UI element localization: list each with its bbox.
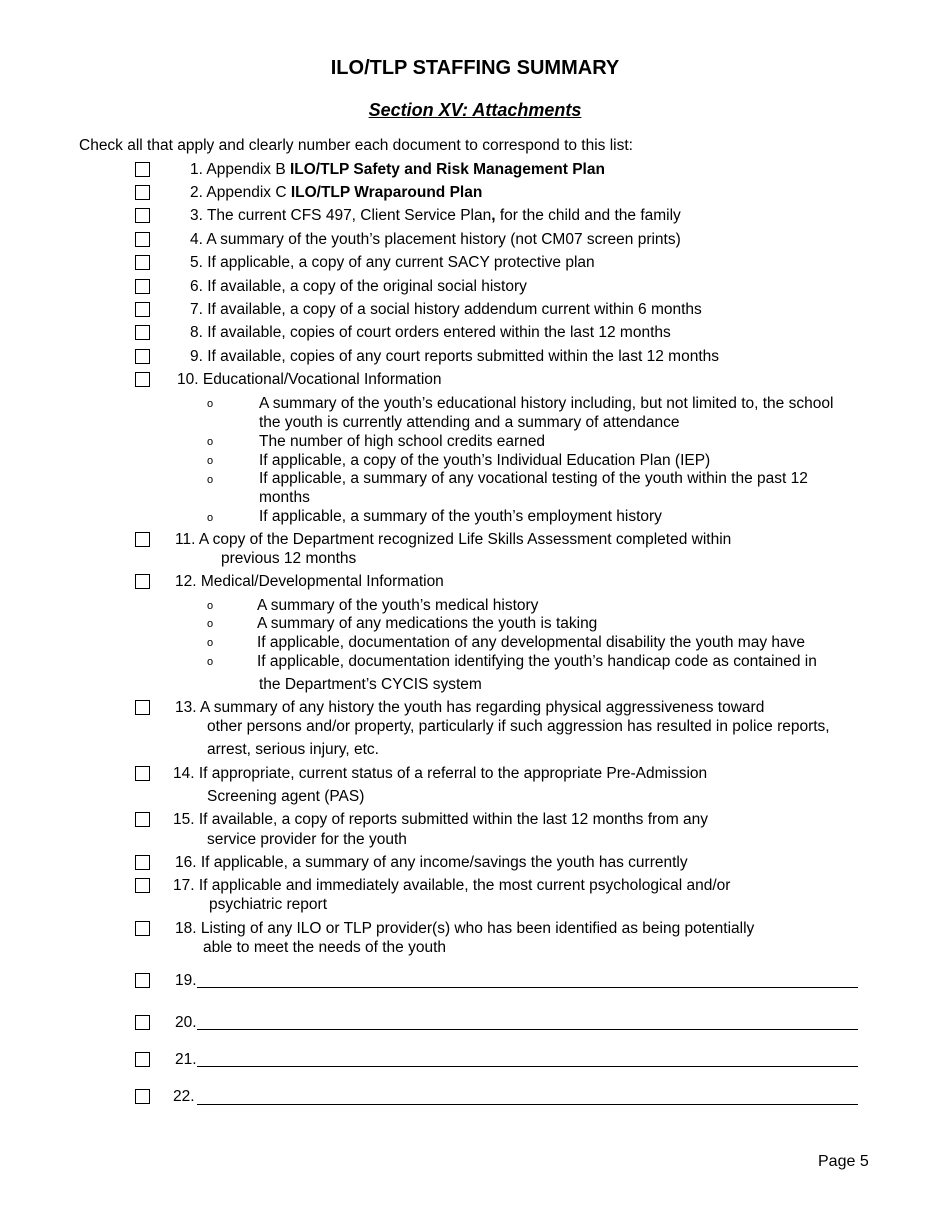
item-12-sub-4-line-1: If applicable, documentation identifying the youth’s handicap code as contained in	[257, 653, 817, 670]
item-1-text	[190, 160, 605, 179]
item-21-label: 21.	[175, 1051, 197, 1068]
instructions: Check all that apply and clearly number each document to correspond to this list:	[79, 137, 633, 154]
page-title: ILO/TLP STAFFING SUMMARY	[330, 57, 620, 79]
bullet-10-5: o	[207, 512, 214, 524]
checkbox-item-3[interactable]	[135, 208, 150, 223]
item-2-text	[190, 183, 482, 202]
checkbox-item-2[interactable]	[135, 185, 150, 200]
bullet-12-2: o	[207, 618, 214, 630]
item-1-prefix: 1. Appendix B	[190, 161, 290, 178]
item-18-line-2: able to meet the needs of the youth	[203, 939, 447, 956]
checkbox-item-5[interactable]	[135, 255, 150, 270]
item-18-line-1: 18. Listing of any ILO or TLP provider(s) who has been identified as being potentially	[175, 920, 755, 937]
bullet-12-3: o	[207, 637, 214, 649]
item-8-text: 8. If available, copies of court orders entered within the last 12 months	[190, 324, 671, 341]
item-17-line-1: 17. If applicable and immediately available, the most current psychological and/or	[173, 877, 731, 894]
checkbox-item-9[interactable]	[135, 349, 150, 364]
item-3-pre: 3. The current CFS 497, Client Service Plan	[190, 207, 492, 224]
item-6-text: 6. If available, a copy of the original social history	[190, 278, 527, 295]
item-19-label: 19.	[175, 972, 197, 989]
section-heading: Section XV: Attachments	[368, 100, 582, 120]
checkbox-item-21[interactable]	[135, 1052, 150, 1067]
item-12-sub-3: If applicable, documentation of any developmental disability the youth may have	[257, 634, 806, 651]
bullet-10-1: o	[207, 398, 214, 410]
item-10-sub-4-line-1: If applicable, a summary of any vocational testing of the youth within the past 12	[259, 470, 808, 487]
item-3-post: for the child and the family	[495, 207, 681, 224]
bullet-10-3: o	[207, 455, 214, 467]
checkbox-item-22[interactable]	[135, 1089, 150, 1104]
item-12-sub-1: A summary of the youth’s medical history	[257, 597, 539, 614]
checkbox-item-1[interactable]	[135, 162, 150, 177]
checkbox-item-12[interactable]	[135, 574, 150, 589]
item-15-line-1: 15. If available, a copy of reports submitted within the last 12 months from any	[173, 811, 709, 828]
item-22-fill-line[interactable]	[197, 1104, 858, 1105]
item-10-label: 10. Educational/Vocational Information	[177, 371, 442, 388]
item-11-line-1: 11. A copy of the Department recognized Life Skills Assessment completed within	[175, 531, 732, 548]
checkbox-item-4[interactable]	[135, 232, 150, 247]
item-9-text: 9. If available, copies of any court reports submitted within the last 12 months	[190, 348, 719, 365]
checkbox-item-19[interactable]	[135, 973, 150, 988]
item-2-prefix: 2. Appendix C	[190, 184, 291, 201]
checkbox-item-20[interactable]	[135, 1015, 150, 1030]
checkbox-item-14[interactable]	[135, 766, 150, 781]
item-22-label: 22.	[173, 1088, 195, 1105]
item-19-fill-line[interactable]	[197, 987, 858, 988]
checkbox-item-10[interactable]	[135, 372, 150, 387]
checkbox-item-18[interactable]	[135, 921, 150, 936]
page-number: Page 5	[818, 1153, 869, 1170]
item-13-line-2: other persons and/or property, particularly if such aggression has resulted in police reports,	[207, 718, 830, 735]
item-10-sub-1-line-1: A summary of the youth’s educational history including, but not limited to, the school	[259, 395, 834, 412]
item-12-sub-2: A summary of any medications the youth is taking	[257, 615, 598, 632]
item-17-line-2: psychiatric report	[209, 896, 328, 913]
item-20-label: 20.	[175, 1014, 197, 1031]
item-13-line-1: 13. A summary of any history the youth has regarding physical aggressiveness toward	[175, 699, 765, 716]
item-12-sub-4-line-2: the Department’s CYCIS system	[259, 676, 482, 693]
item-2-bold: ILO/TLP Wraparound Plan	[290, 184, 483, 201]
checkbox-item-6[interactable]	[135, 279, 150, 294]
bullet-10-4: o	[207, 474, 214, 486]
checkbox-item-13[interactable]	[135, 700, 150, 715]
checkbox-item-17[interactable]	[135, 878, 150, 893]
item-4-text: 4. A summary of the youth’s placement history (not CM07 screen prints)	[190, 231, 681, 248]
item-10-sub-5: If applicable, a summary of the youth’s employment history	[259, 508, 662, 525]
item-10-sub-3: If applicable, a copy of the youth’s Individual Education Plan (IEP)	[259, 452, 711, 469]
checkbox-item-15[interactable]	[135, 812, 150, 827]
item-10-sub-4-line-2: months	[259, 489, 310, 506]
item-1-bold: ILO/TLP Safety and Risk Management Plan	[289, 161, 605, 178]
item-11-line-2: previous 12 months	[221, 550, 357, 567]
checkbox-item-7[interactable]	[135, 302, 150, 317]
item-20-fill-line[interactable]	[197, 1029, 858, 1030]
bullet-12-4: o	[207, 656, 214, 668]
item-13-line-3: arrest, serious injury, etc.	[207, 741, 379, 758]
checkbox-item-11[interactable]	[135, 532, 150, 547]
bullet-12-1: o	[207, 600, 214, 612]
item-7-text: 7. If available, a copy of a social history addendum current within 6 months	[190, 301, 702, 318]
item-12-label: 12. Medical/Developmental Information	[175, 573, 444, 590]
item-3-text	[190, 206, 681, 225]
bullet-10-2: o	[207, 436, 214, 448]
item-14-line-2: Screening agent (PAS)	[207, 788, 365, 805]
item-5-text: 5. If applicable, a copy of any current SACY protective plan	[190, 254, 595, 271]
item-10-sub-2: The number of high school credits earned	[259, 433, 546, 450]
checkbox-item-16[interactable]	[135, 855, 150, 870]
item-14-line-1: 14. If appropriate, current status of a referral to the appropriate Pre-Admission	[173, 765, 708, 782]
item-16-text: 16. If applicable, a summary of any income/savings the youth has currently	[175, 854, 688, 871]
item-3-comma: ,	[491, 207, 496, 224]
checkbox-item-8[interactable]	[135, 325, 150, 340]
item-21-fill-line[interactable]	[197, 1066, 858, 1067]
item-10-sub-1-line-2: the youth is currently attending and a summary of attendance	[259, 414, 680, 431]
item-15-line-2: service provider for the youth	[207, 831, 407, 848]
